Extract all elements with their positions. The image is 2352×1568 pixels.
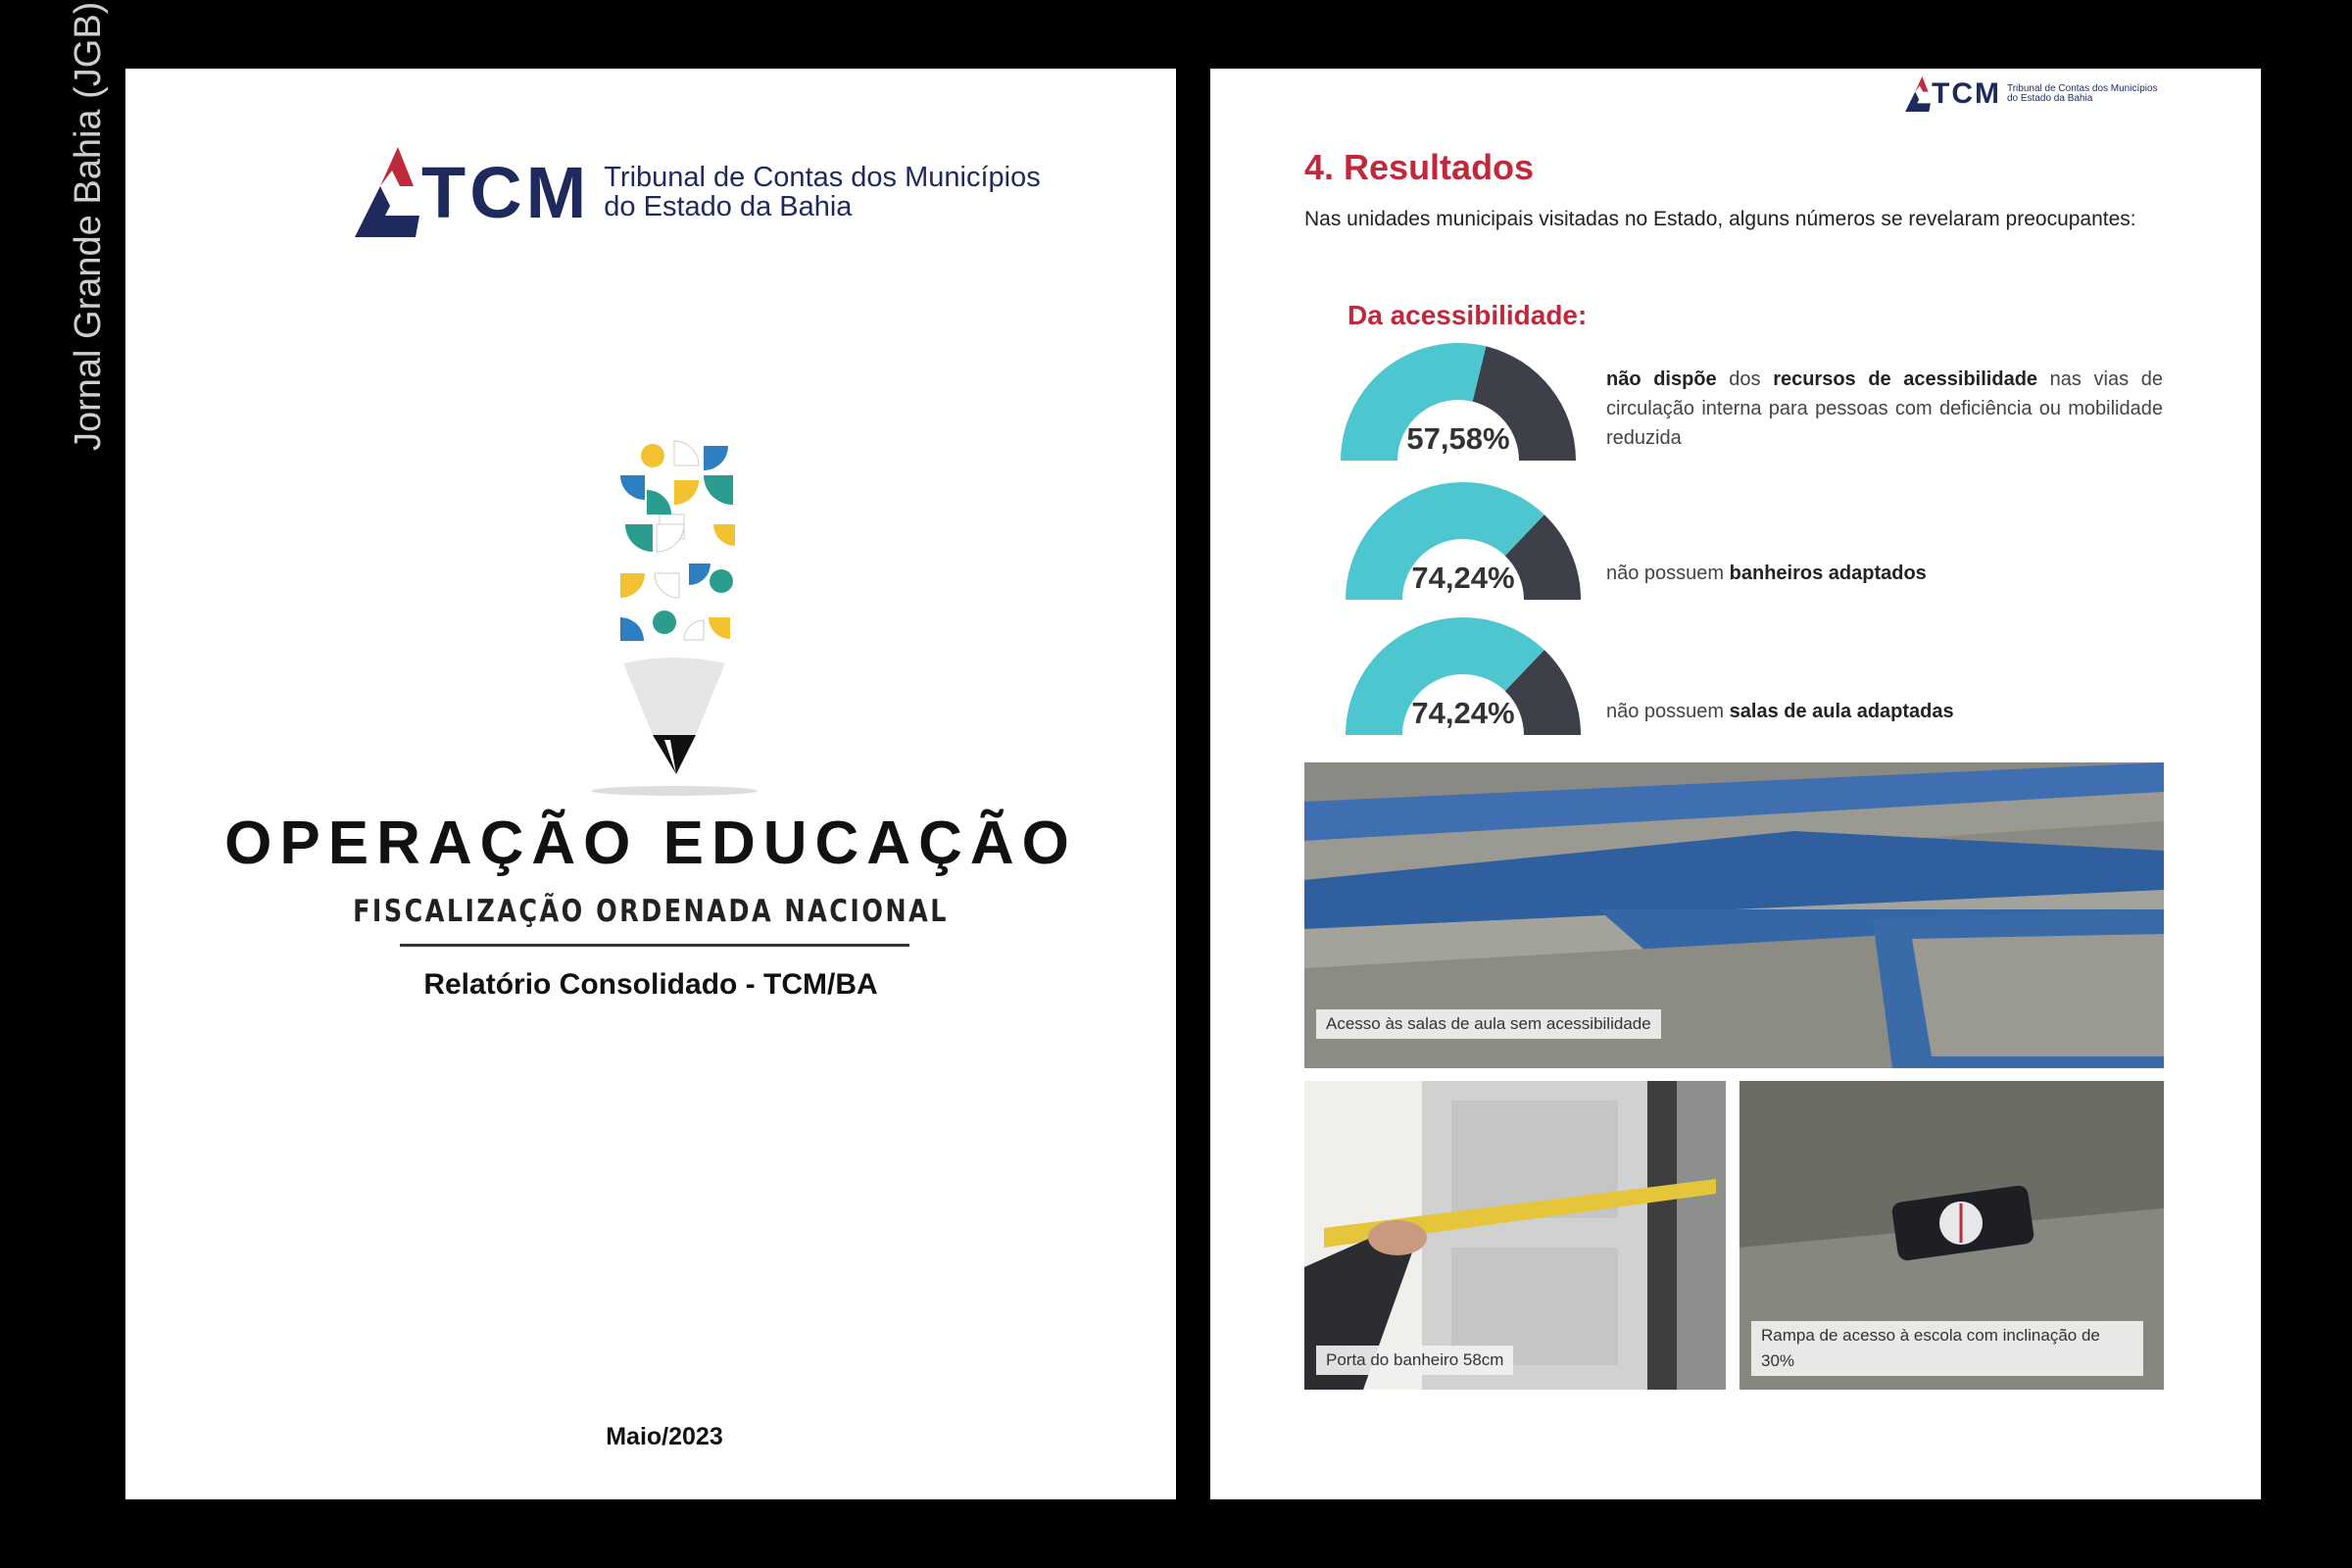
desc-bold: recursos de acessibilidade <box>1773 368 2038 390</box>
gauge-value-label: 57,58% <box>1406 421 1510 456</box>
photo-caption: Acesso às salas de aula sem acessibilidade <box>1316 1009 1661 1039</box>
gauge-adapted-bathrooms <box>1341 477 1586 600</box>
logo-name-line1: Tribunal de Contas dos Municípios <box>604 161 1041 193</box>
desc-text: nas vias de circulação interna para pessoas com deficiência ou mobilidade reduzida <box>1606 368 2163 449</box>
photo-caption: Rampa de acesso à escola com inclinação de 30% <box>1751 1321 2143 1376</box>
desc-bold: banheiros adaptados <box>1729 563 1927 584</box>
gauge-description <box>1606 697 2163 726</box>
section-title: 4. Resultados <box>1304 147 1535 187</box>
tcm-logo-mark-icon <box>353 147 421 237</box>
gauge-accessibility-resources <box>1336 338 1581 461</box>
tcm-logo <box>353 147 1041 237</box>
logo-name-line2: do Estado da Bahia <box>604 191 853 222</box>
logo-acronym: TCM <box>421 151 591 233</box>
desc-text: não possuem <box>1606 701 1730 722</box>
pencil-illustration-icon <box>566 436 762 867</box>
desc-bold: salas de aula adaptadas <box>1729 701 1954 722</box>
watermark-text: Jornal Grande Bahia (JGB) <box>68 1 109 451</box>
logo-acronym: TCM <box>1932 77 2001 110</box>
gauge-value-label: 74,24% <box>1411 561 1515 595</box>
gauge-description <box>1606 365 2163 453</box>
logo-name <box>604 163 1040 222</box>
cover-report-title: Relatório Consolidado - TCM/BA <box>423 968 878 1001</box>
tcm-logo-mark-icon <box>1904 76 1932 112</box>
photo-caption: Porta do banheiro 58cm <box>1316 1346 1513 1375</box>
photo-ramp <box>1740 1081 2164 1390</box>
cover-title: OPERAÇÃO EDUCAÇÃO <box>224 809 1077 877</box>
results-page <box>1210 69 2261 1499</box>
gauge-adapted-classrooms <box>1341 612 1586 735</box>
logo-name <box>2007 84 2158 105</box>
accessibility-heading: Da acessibilidade: <box>1348 300 1588 330</box>
photo-bathroom-door <box>1304 1081 1726 1390</box>
logo-name-line2: do Estado da Bahia <box>2006 93 2093 104</box>
cover-divider <box>400 944 909 947</box>
tcm-logo-small <box>1904 76 2158 112</box>
desc-bold: não dispõe <box>1606 368 1717 390</box>
cover-date: Maio/2023 <box>606 1423 723 1450</box>
intro-paragraph: Nas unidades municipais visitadas no Estado, alguns números se revelaram preocupantes: <box>1304 208 2136 230</box>
gauge-description <box>1606 559 2163 588</box>
logo-name-line1: Tribunal de Contas dos Municípios <box>2006 82 2158 94</box>
desc-text: dos <box>1716 368 1774 390</box>
cover-page <box>125 69 1176 1499</box>
photo-stairs <box>1304 762 2164 1068</box>
desc-text: não possuem <box>1606 563 1730 584</box>
cover-subtitle: FISCALIZAÇÃO ORDENADA NACIONAL <box>353 894 949 929</box>
gauge-value-label: 74,24% <box>1411 696 1515 730</box>
door-photo-icon <box>1304 1081 1726 1390</box>
